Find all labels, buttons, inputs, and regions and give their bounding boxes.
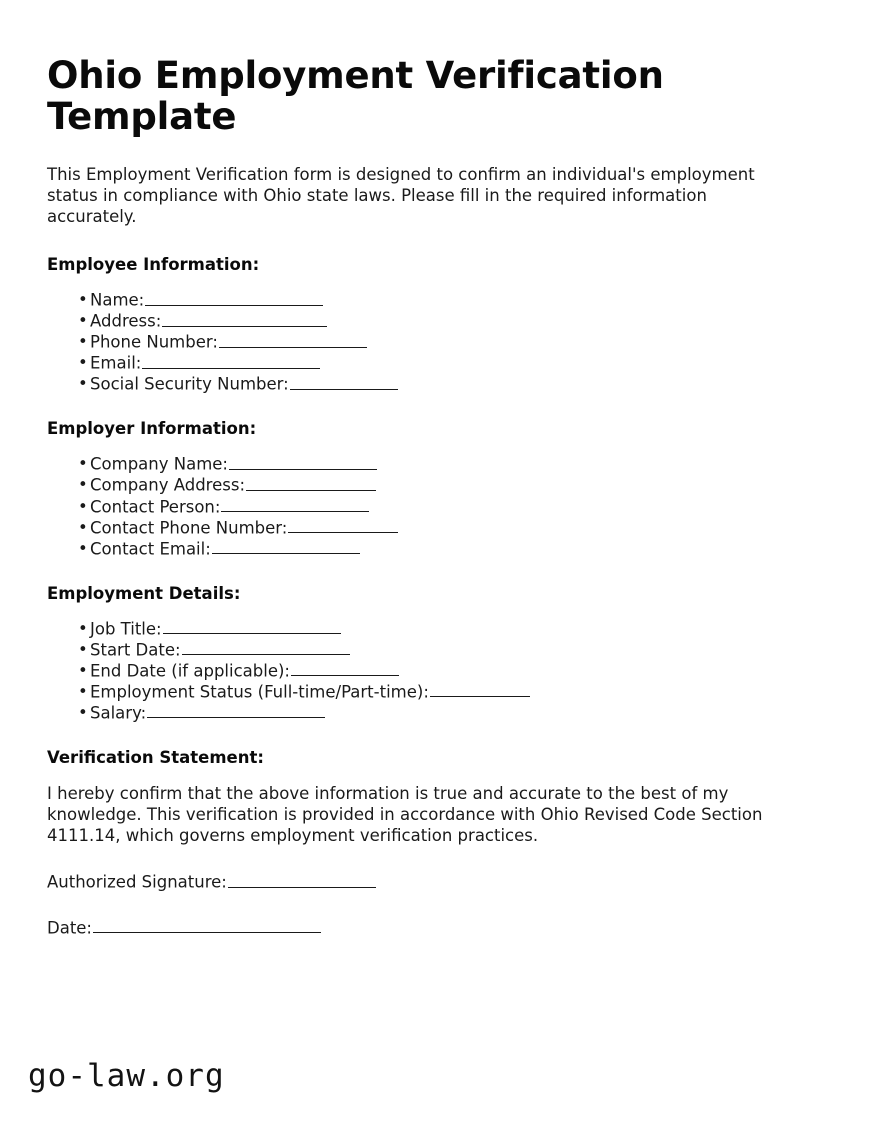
list-item <box>47 539 809 560</box>
employer-information-fields <box>47 454 809 559</box>
list-item <box>47 454 809 475</box>
field-blank[interactable] <box>246 475 376 491</box>
field-blank[interactable] <box>182 640 350 656</box>
field-blank[interactable] <box>142 353 320 369</box>
field-label: Name: <box>90 290 145 310</box>
list-item <box>47 661 809 682</box>
list-item <box>47 353 809 374</box>
intro-paragraph: This Employment Verification form is designed to confirm an individual's employment status in compliance with Ohio state laws. Please fill in the required information accurately. <box>47 164 755 227</box>
field-label: Email: <box>90 353 142 373</box>
field-blank[interactable] <box>221 497 369 513</box>
list-item <box>47 497 809 518</box>
field-blank[interactable] <box>212 539 360 555</box>
field-blank[interactable] <box>229 454 377 470</box>
list-item <box>47 290 809 311</box>
field-label: Employment Status (Full-time/Part-time): <box>90 682 429 702</box>
field-blank[interactable] <box>147 703 325 719</box>
list-item <box>47 703 809 724</box>
employment-details-fields <box>47 619 809 724</box>
date-row <box>47 918 809 939</box>
field-label: Company Name: <box>90 454 228 474</box>
field-blank[interactable] <box>219 332 367 348</box>
field-label: Job Title: <box>90 619 162 639</box>
list-item <box>47 640 809 661</box>
field-label: Salary: <box>90 703 147 723</box>
list-item <box>47 475 809 496</box>
field-label: Company Address: <box>90 476 246 495</box>
document-content <box>47 55 809 963</box>
list-item <box>47 518 809 539</box>
list-item <box>47 311 809 332</box>
field-label: Start Date: <box>90 640 181 660</box>
authorized-signature-label: Authorized Signature: <box>47 872 227 892</box>
employee-information-fields <box>47 290 809 395</box>
field-label: Address: <box>90 311 162 331</box>
field-label: Contact Person: <box>90 497 221 517</box>
authorized-signature-blank[interactable] <box>228 872 376 888</box>
list-item <box>47 374 809 395</box>
field-label: Contact Email: <box>90 539 211 559</box>
employment-details-heading: Employment Details: <box>47 583 241 603</box>
field-blank[interactable] <box>162 311 327 327</box>
site-watermark: go-law.org <box>28 1058 225 1094</box>
field-blank[interactable] <box>430 682 530 698</box>
employer-information-heading: Employer Information: <box>47 419 257 439</box>
employee-information-heading: Employee Information: <box>47 255 260 275</box>
field-label: Social Security Number: <box>90 374 289 394</box>
field-blank[interactable] <box>290 374 398 390</box>
date-blank[interactable] <box>93 918 321 934</box>
verification-statement-heading: Verification Statement: <box>47 747 264 767</box>
date-label: Date: <box>47 918 92 938</box>
field-label: Contact Phone Number: <box>90 518 288 538</box>
field-blank[interactable] <box>291 661 399 677</box>
field-blank[interactable] <box>288 518 398 534</box>
field-label: Phone Number: <box>90 332 218 352</box>
authorized-signature-row <box>47 872 809 893</box>
field-blank[interactable] <box>145 290 323 306</box>
list-item <box>47 682 809 703</box>
list-item <box>47 619 809 640</box>
page-title: Ohio Employment Verification Template <box>47 54 664 139</box>
field-label: End Date (if applicable): <box>90 661 290 681</box>
list-item <box>47 332 809 353</box>
verification-statement-text: I hereby confirm that the above information is true and accurate to the best of my knowledge. This verification is provided in accordance with Ohio Revised Code Section 4111.14, which governs employment verification practices. <box>47 783 763 846</box>
field-blank[interactable] <box>163 619 341 635</box>
